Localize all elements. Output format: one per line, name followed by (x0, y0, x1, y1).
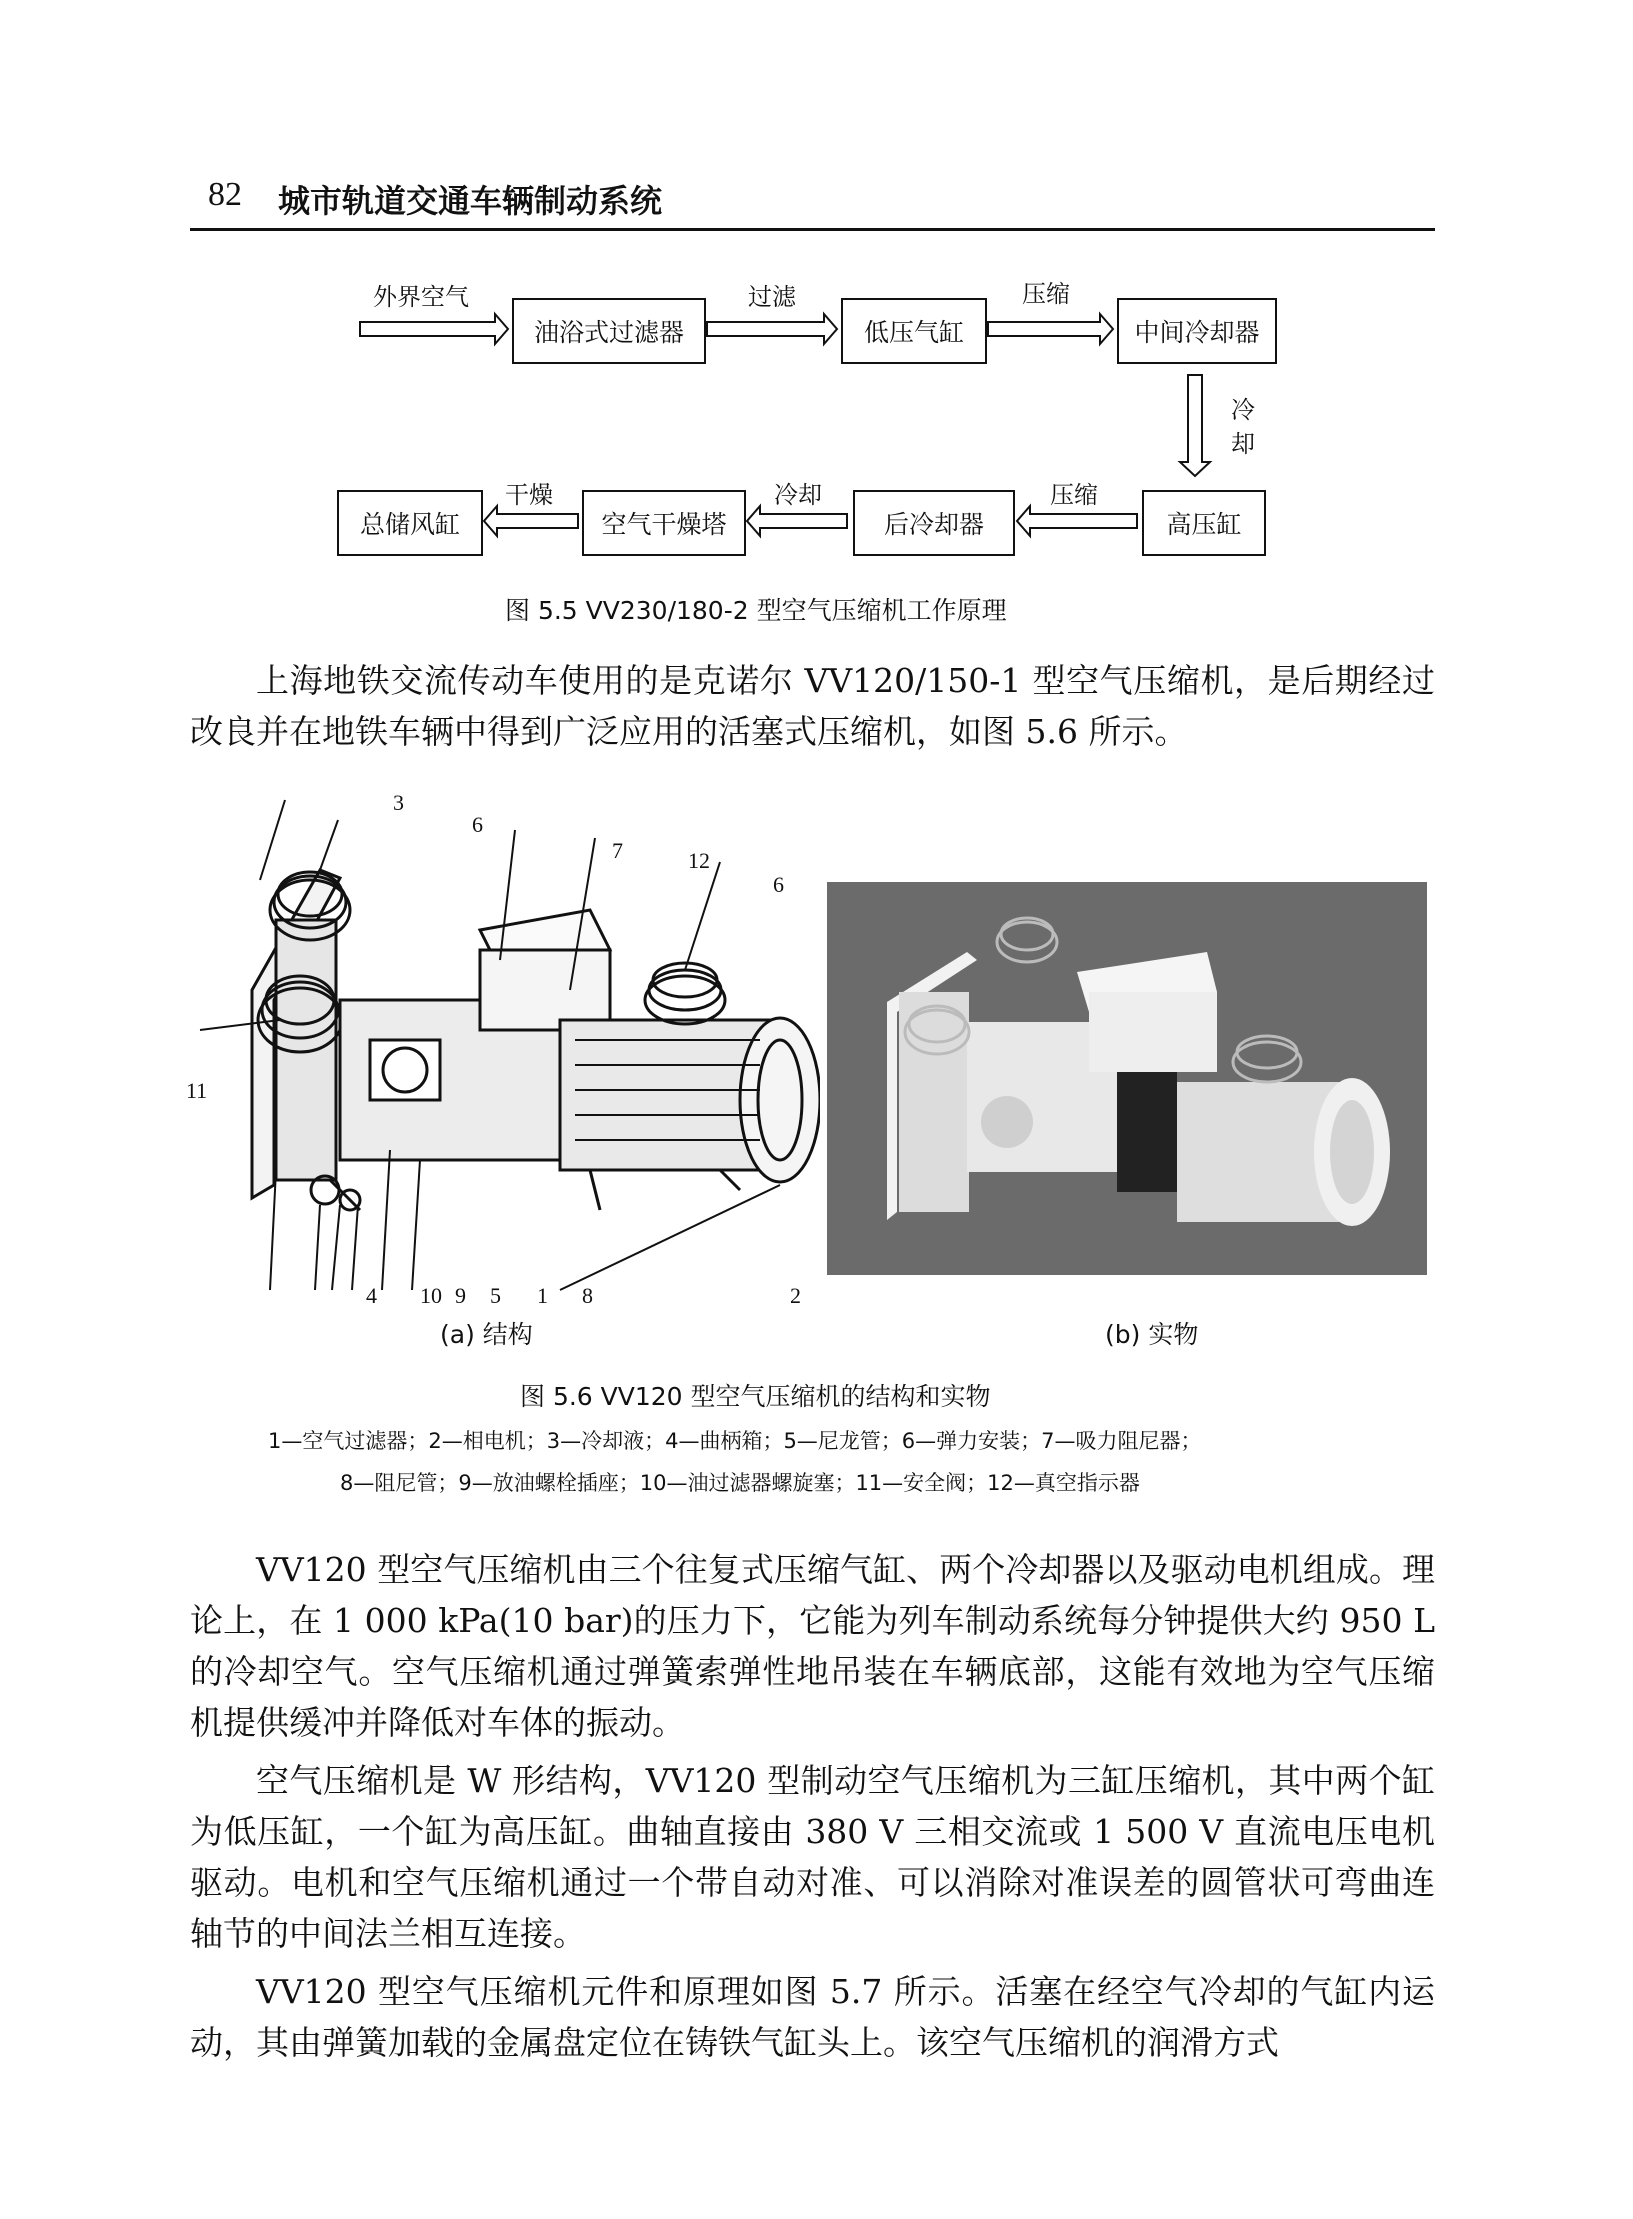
compressor-photo (827, 882, 1427, 1275)
label-10: 10 (420, 1283, 442, 1308)
arrow-compress-1 (988, 314, 1113, 344)
flow-cool-label-2: 冷却 (774, 481, 822, 509)
flow-input-label: 外界空气 (373, 283, 469, 311)
arrow-cool-down (1180, 375, 1210, 476)
box-aftercooler: 后冷却器 (853, 490, 1015, 556)
subcaption-b: (b) 实物 (1105, 1320, 1199, 1349)
label-2: 2 (790, 1283, 801, 1308)
book-title: 城市轨道交通车辆制动系统 (278, 182, 663, 220)
box-high-cylinder: 高压缸 (1142, 490, 1266, 556)
compressor-structure-drawing (180, 790, 820, 1310)
box-dryer: 空气干燥塔 (582, 490, 746, 556)
page-number: 82 (208, 176, 242, 213)
flow-compress-label-1: 压缩 (1022, 280, 1070, 308)
figure-5-6-caption: 图 5.6 VV120 型空气压缩机的结构和实物 (520, 1382, 991, 1411)
label-6a: 6 (472, 812, 483, 837)
figure-5-5-caption: 图 5.5 VV230/180-2 型空气压缩机工作原理 (505, 596, 1007, 625)
flow-diagram-arrows (0, 0, 1633, 600)
flow-dry-label: 干燥 (505, 481, 553, 509)
label-11: 11 (186, 1078, 208, 1103)
arrow-cool-2 (747, 506, 847, 536)
paragraph-3: 空气压缩机是 W 形结构，VV120 型制动空气压缩机为三缸压缩机，其中两个缸为低压缸，一个缸为高压缸。曲轴直接由 380 V 三相交流或 1 500 V 直流电压电机驱动。电机和空气压缩机通过一个带自动对准、可以消除对准误差的圆管状可弯曲连轴节的中间法兰相互连接。 (190, 1761, 1435, 1953)
flow-cool-label-1: 冷却 (1231, 396, 1255, 458)
box-low-cylinder: 低压气缸 (841, 298, 987, 364)
figure-5-6-legend-line-1: 1—空气过滤器；2—相电机；3—冷却液；4—曲柄箱；5—尼龙管；6—弹力安装；7—吸力阻尼器； (268, 1429, 1202, 1453)
arrow-input (360, 314, 508, 344)
subcaption-a: (a) 结构 (440, 1320, 533, 1349)
box-intercooler: 中间冷却器 (1117, 298, 1277, 364)
arrow-dry (484, 506, 578, 536)
flow-compress-label-2: 压缩 (1050, 481, 1098, 509)
label-4: 4 (366, 1283, 377, 1308)
label-6b: 6 (773, 872, 784, 897)
box-oil-filter: 油浴式过滤器 (512, 298, 706, 364)
box-main-reservoir: 总储风缸 (337, 490, 483, 556)
label-7: 7 (612, 838, 623, 863)
label-3: 3 (393, 790, 404, 815)
paragraph-1: 上海地铁交流传动车使用的是克诺尔 VV120/150-1 型空气压缩机，是后期经过改良并在地铁车辆中得到广泛应用的活塞式压缩机，如图 5.6 所示。 (190, 661, 1435, 751)
arrow-compress-2 (1017, 506, 1137, 536)
arrow-filter (707, 314, 837, 344)
label-8: 8 (582, 1283, 593, 1308)
label-9: 9 (455, 1283, 466, 1308)
label-1: 1 (537, 1283, 548, 1308)
figure-5-6-legend-line-2: 8—阻尼管；9—放油螺栓插座；10—油过滤器螺旋塞；11—安全阀；12—真空指示器 (340, 1471, 1140, 1495)
label-12: 12 (688, 848, 710, 873)
flow-filter-label: 过滤 (748, 283, 796, 311)
paragraph-4: VV120 型空气压缩机元件和原理如图 5.7 所示。活塞在经空气冷却的气缸内运动，其由弹簧加载的金属盘定位在铸铁气缸头上。该空气压缩机的润滑方式 (190, 1972, 1435, 2062)
paragraph-2: VV120 型空气压缩机由三个往复式压缩气缸、两个冷却器以及驱动电机组成。理论上，在 1 000 kPa(10 bar)的压力下，它能为列车制动系统每分钟提供大约 950 L 的冷却空气。空气压缩机通过弹簧索弹性地吊装在车辆底部，这能有效地为空气压缩机提供缓冲并降低对车体的振动。 (190, 1550, 1435, 1742)
label-5: 5 (490, 1283, 501, 1308)
